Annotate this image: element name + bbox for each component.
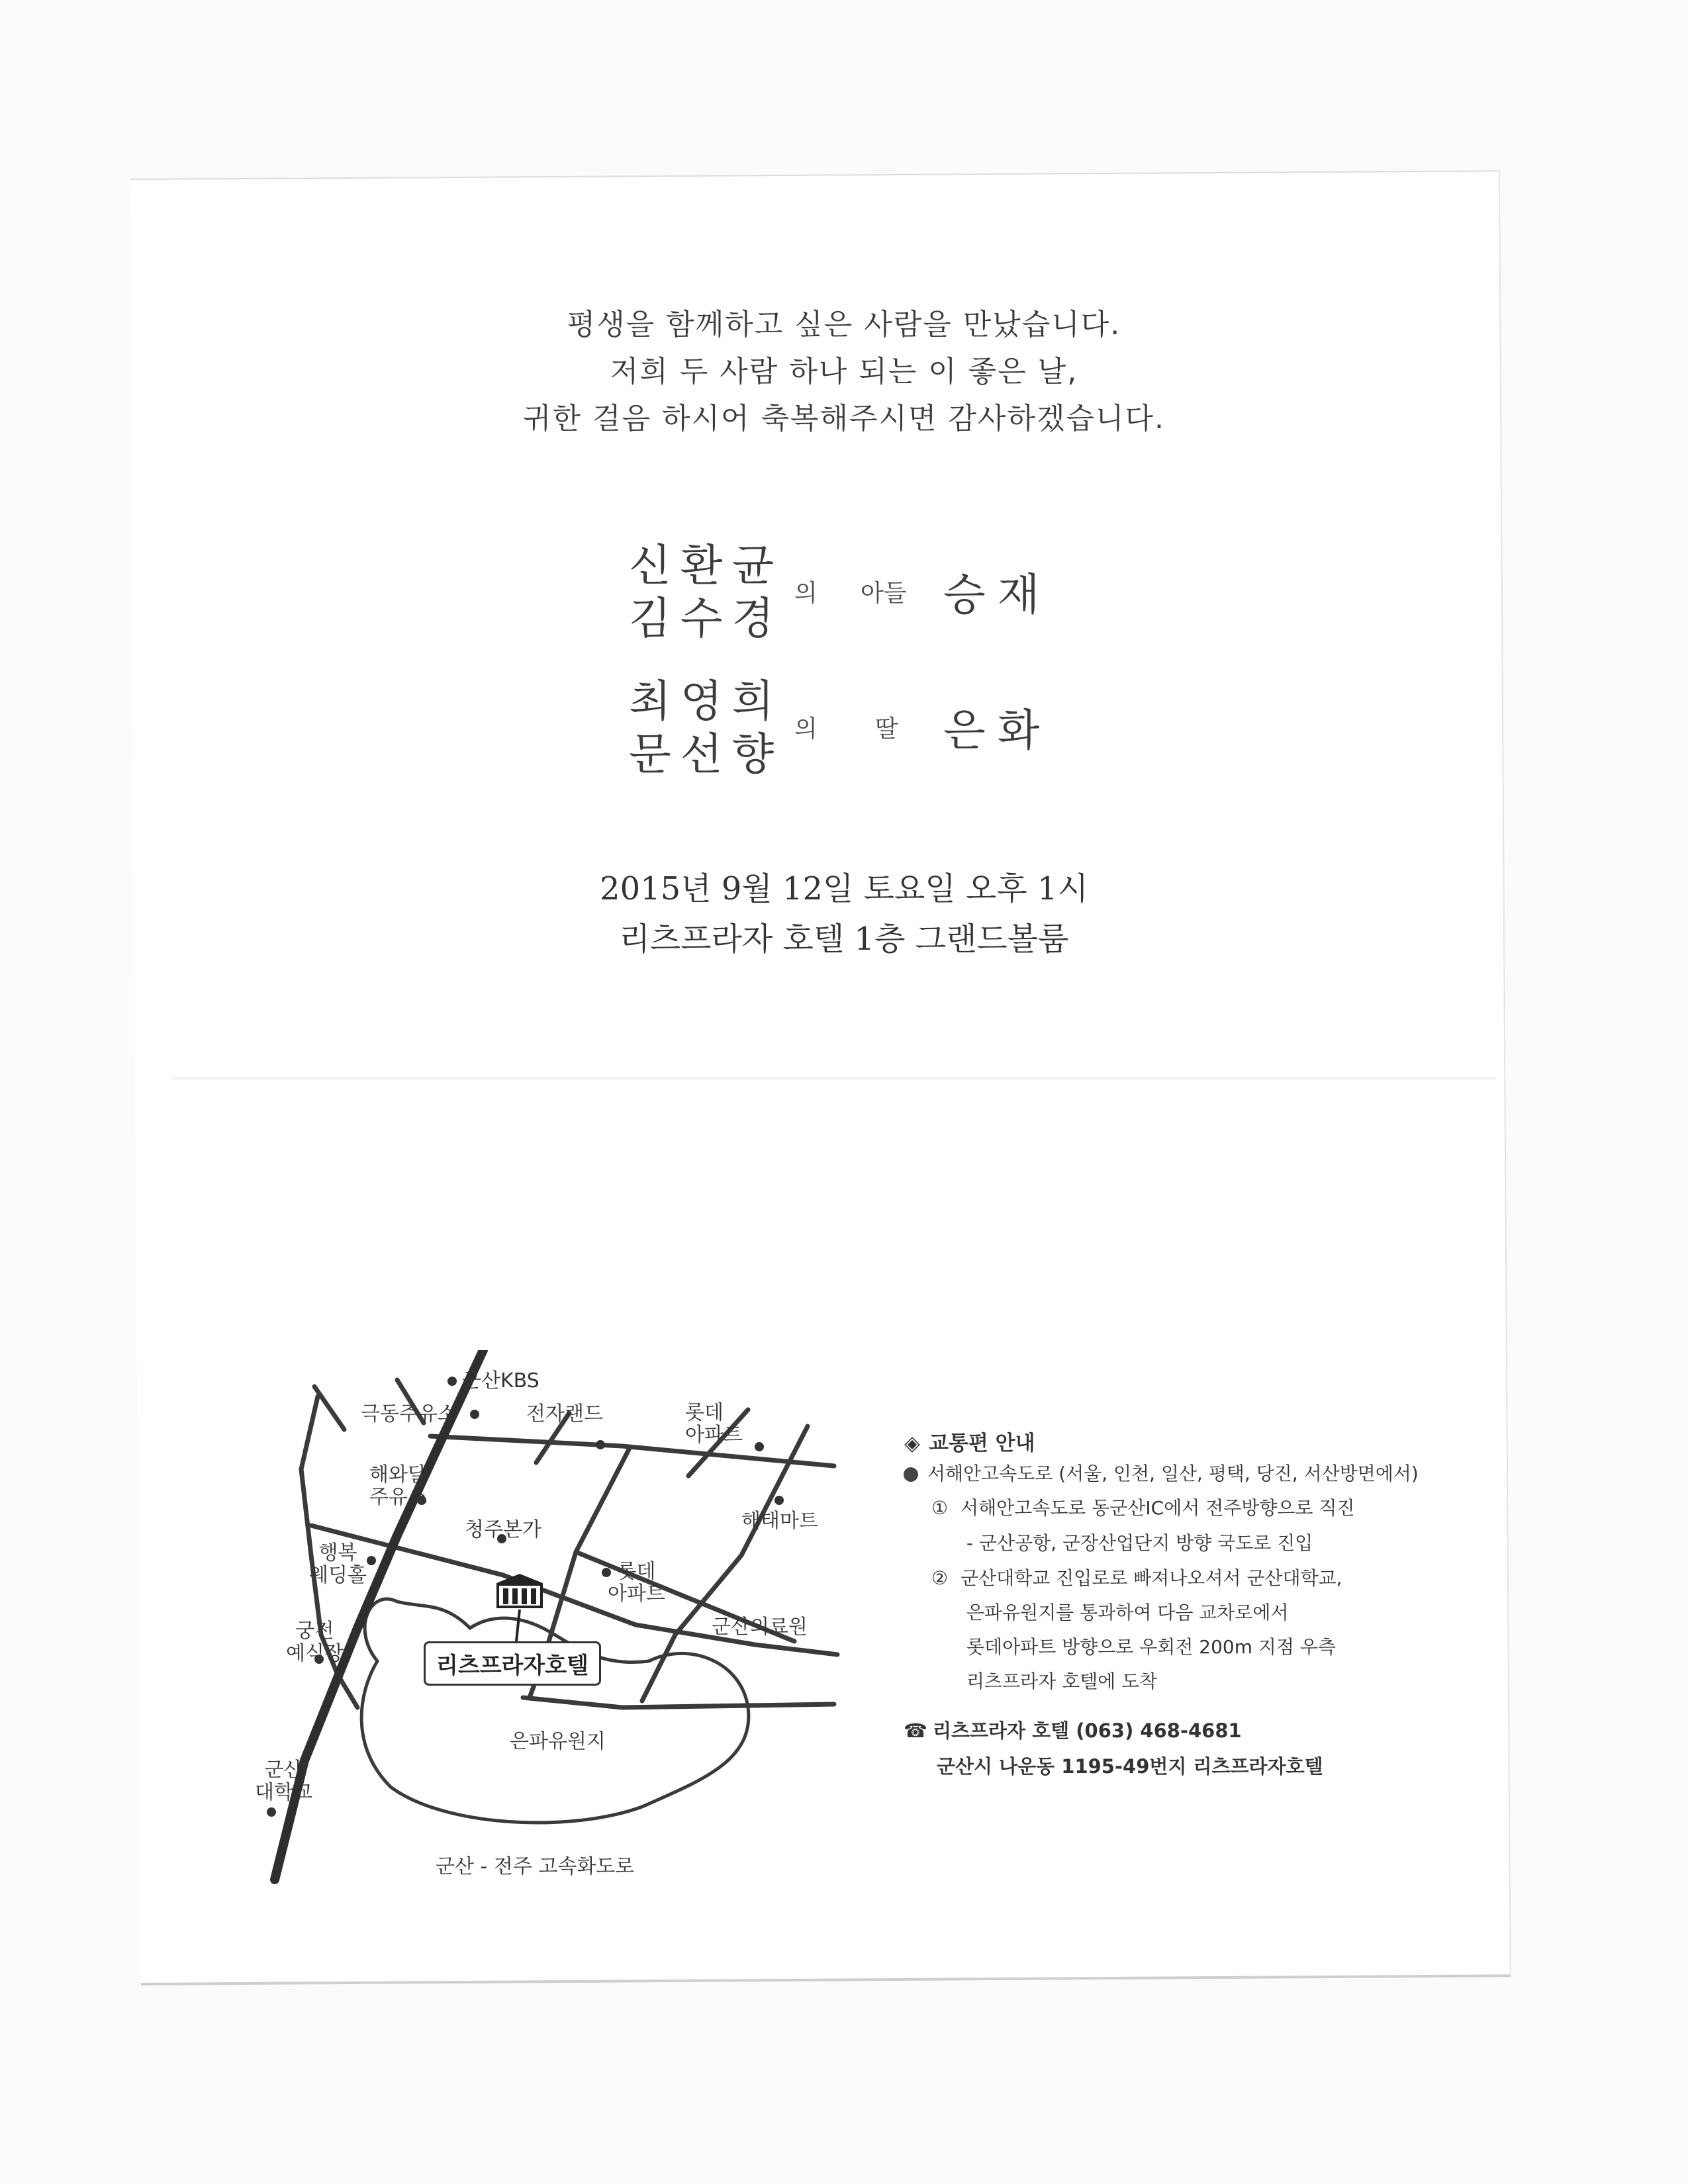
map-label-gukdong: 극동주유소 [361, 1402, 457, 1426]
map-label-haengbok: 행복 웨딩홀 [309, 1541, 367, 1587]
guide-route-header-row [904, 1459, 1419, 1486]
event-datetime: 2015년 9월 12일 토요일 오후 1시 [600, 870, 1088, 907]
map-label-park: 은파유원지 [510, 1730, 606, 1753]
greeting-line-3: 귀한 걸음 하시어 축복해주시면 감사하겠습니다. [522, 402, 1165, 435]
fold-line [172, 1077, 1496, 1079]
guide-step2-row [931, 1564, 1342, 1590]
map-label-cheongju: 청주본가 [465, 1518, 541, 1541]
step2-text-d: 리츠프라자 호텔에 도착 [966, 1670, 1158, 1692]
event-info [0, 864, 1688, 964]
greeting-line-1: 평생을 함께하고 싶은 사람을 만났습니다. [567, 308, 1121, 341]
map-label-lotte-apt-mid: 롯데 아파트 [608, 1560, 665, 1606]
step2-text-b: 은파유원지를 통과하여 다음 교차로에서 [966, 1602, 1289, 1623]
bride-father: 최영희 [629, 676, 784, 727]
step2-number: ② [931, 1567, 949, 1589]
groom-parents [629, 539, 783, 645]
map-label-lotte-apt-top: 롯데 아파트 [685, 1401, 743, 1447]
step1-number: ① [931, 1497, 949, 1519]
bride-relation: 딸 [875, 715, 898, 743]
bride-name: 은화 [943, 705, 1052, 756]
hotel-map-label: 리츠프라자호텔 [424, 1641, 601, 1686]
groom-particle: 의 [794, 580, 818, 607]
map-label-haewadal: 해와달 주유소 [369, 1463, 427, 1509]
groom-relation: 아들 [861, 580, 907, 607]
hotel-icon [496, 1574, 543, 1641]
telephone-icon: ☎ [904, 1719, 928, 1742]
bride-particle: 의 [794, 715, 818, 743]
diamond-icon: ◈ [904, 1432, 920, 1455]
map-label-university: 군산 대학교 [255, 1758, 312, 1804]
bullet-icon [904, 1467, 918, 1482]
step2-text-a: 군산대학교 진입로로 빠져나오셔서 군산대학교, [961, 1567, 1342, 1589]
groom-name: 승재 [943, 569, 1052, 620]
map-label-haetae: 해태마트 [741, 1510, 818, 1533]
guide-phone-row [904, 1716, 1242, 1743]
groom-mother: 김수경 [629, 593, 784, 644]
bride-mother: 문선향 [629, 729, 784, 780]
groom-father: 신환균 [629, 540, 784, 591]
location-map [225, 1350, 874, 1913]
guide-title: 교통편 안내 [929, 1432, 1035, 1455]
bride-parents [629, 675, 783, 781]
hotel-phone: 리츠프라자 호텔 (063) 468-4681 [933, 1719, 1242, 1742]
event-venue: 리츠프라자 호텔 1층 그랜드볼룸 [619, 921, 1069, 958]
map-label-kbs: 군산KBS [462, 1369, 539, 1392]
step1-text-a: 서해안고속도로 동군산IC에서 전주방향으로 직진 [961, 1497, 1355, 1519]
greeting-message [0, 301, 1688, 442]
hotel-address: 군산시 나운동 1195-49번지 리츠프라자호텔 [937, 1755, 1323, 1778]
map-label-hospital: 군산의료원 [712, 1615, 808, 1639]
guide-step1-row [931, 1494, 1355, 1520]
guide-route-header: 서해안고속도로 (서울, 인천, 일산, 평택, 당진, 서산방면에서) [927, 1463, 1419, 1484]
step1-text-b: - 군산공항, 군장산업단지 방향 국도로 진입 [966, 1532, 1313, 1554]
map-label-gungjeon: 궁전 예식장 [286, 1619, 344, 1665]
guide-title-row [904, 1426, 1035, 1456]
map-label-highway: 군산 - 전주 고속화도로 [436, 1855, 635, 1878]
greeting-line-2: 저희 두 사람 하나 되는 이 좋은 날, [610, 355, 1078, 388]
map-label-electronics: 전자랜드 [526, 1402, 603, 1426]
step2-text-c: 롯데아파트 방향으로 우회전 200m 지점 우측 [966, 1636, 1336, 1658]
